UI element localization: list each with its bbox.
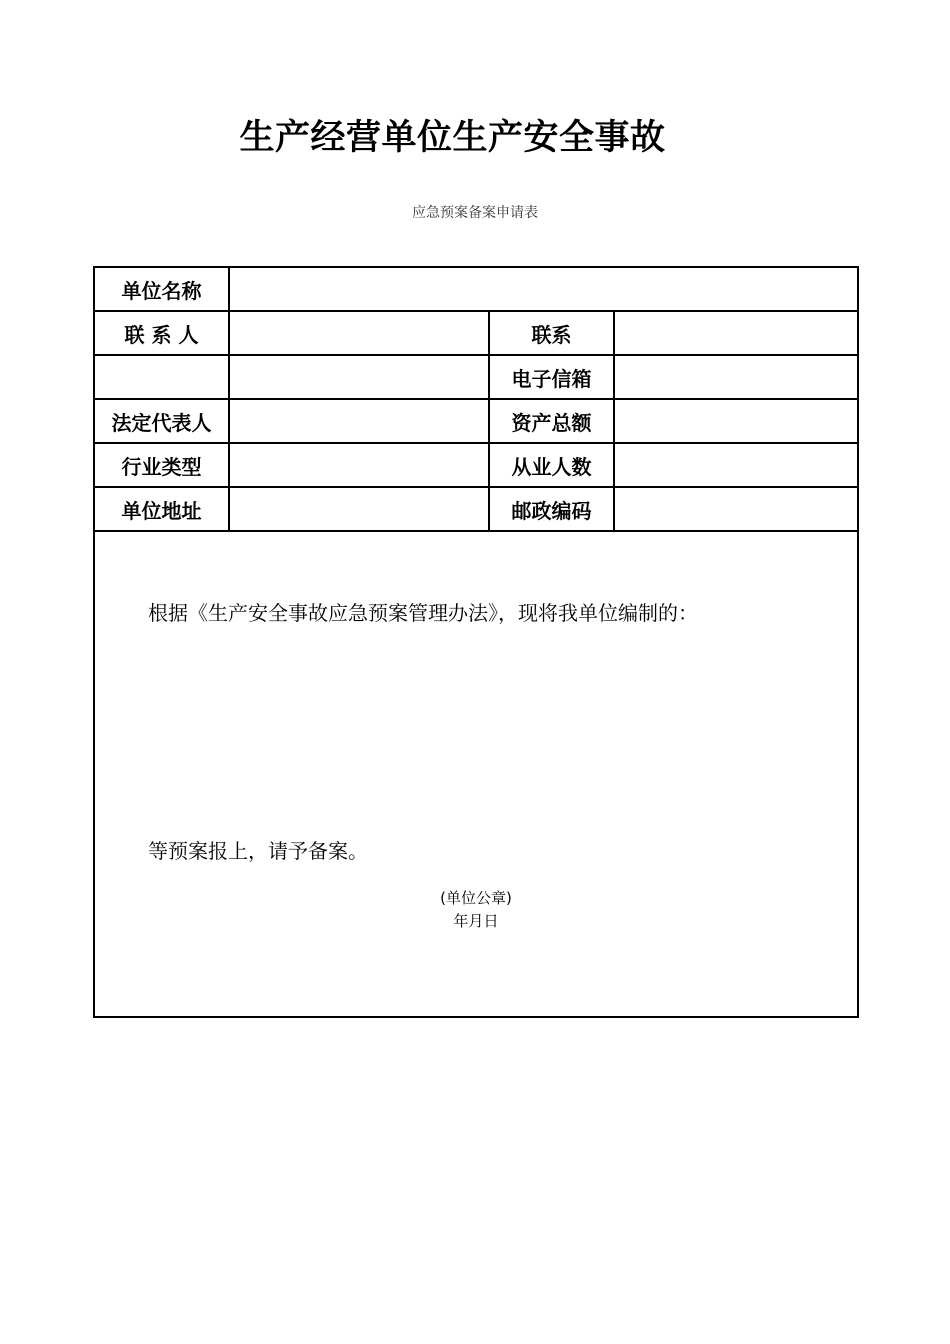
field-postal-code[interactable] bbox=[614, 487, 858, 531]
label-legal-representative: 法定代表人 bbox=[94, 399, 229, 443]
field-total-assets[interactable] bbox=[614, 399, 858, 443]
field-unit-name[interactable] bbox=[229, 267, 858, 311]
form-row-industry bbox=[94, 443, 858, 487]
label-industry-type: 行业类型 bbox=[94, 443, 229, 487]
label-email: 电子信箱 bbox=[489, 355, 614, 399]
field-email[interactable] bbox=[614, 355, 858, 399]
form-row-contact bbox=[94, 311, 858, 355]
field-industry-type[interactable] bbox=[229, 443, 489, 487]
label-unit-address: 单位地址 bbox=[94, 487, 229, 531]
label-total-assets: 资产总额 bbox=[489, 399, 614, 443]
label-postal-code: 邮政编码 bbox=[489, 487, 614, 531]
label-contact-person: 联 系 人 bbox=[94, 311, 229, 355]
application-form-table bbox=[93, 266, 859, 1018]
document-title: 生产经营单位生产安全事故 bbox=[239, 118, 666, 158]
closing-text: 等预案报上，请予备案。 bbox=[148, 839, 368, 863]
field-legal-representative[interactable] bbox=[229, 399, 489, 443]
label-contact: 联系 bbox=[489, 311, 614, 355]
date-label: 年月日 bbox=[453, 912, 499, 930]
field-employee-count[interactable] bbox=[614, 443, 858, 487]
label-unit-name: 单位名称 bbox=[94, 267, 229, 311]
field-unit-address[interactable] bbox=[229, 487, 489, 531]
form-row-email bbox=[94, 355, 858, 399]
field-contact-person[interactable] bbox=[229, 311, 489, 355]
form-row-address bbox=[94, 487, 858, 531]
form-row-unit-name bbox=[94, 267, 858, 311]
statement-text: 根据《生产安全事故应急预案管理办法》，现将我单位编制的： bbox=[148, 601, 698, 625]
seal-label: (单位公章) bbox=[440, 889, 512, 907]
statement-cell[interactable] bbox=[94, 531, 858, 1017]
label-blank bbox=[94, 355, 229, 399]
form-row-statement bbox=[94, 531, 858, 1017]
field-contact[interactable] bbox=[614, 311, 858, 355]
label-employee-count: 从业人数 bbox=[489, 443, 614, 487]
field-blank[interactable] bbox=[229, 355, 489, 399]
document-subtitle: 应急预案备案申请表 bbox=[412, 205, 538, 221]
form-row-legal-rep bbox=[94, 399, 858, 443]
